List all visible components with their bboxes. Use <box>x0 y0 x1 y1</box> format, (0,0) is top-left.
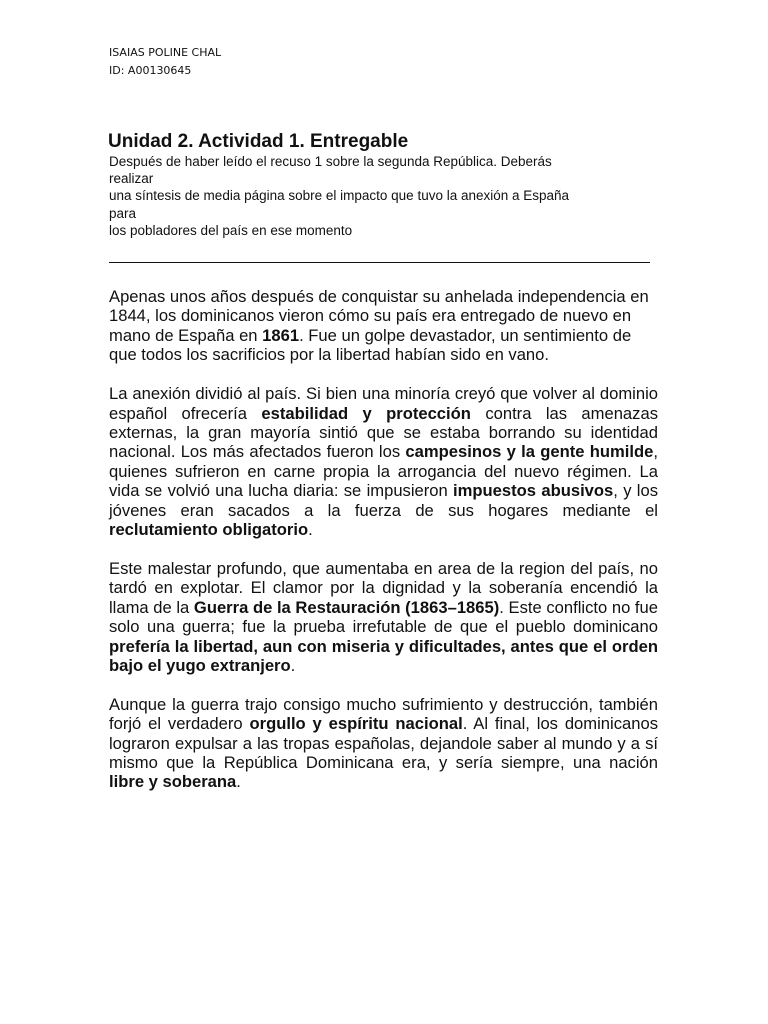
instruction-line: realizar <box>109 171 154 187</box>
essay-paragraph <box>109 559 658 675</box>
instruction-line: para <box>109 205 137 221</box>
text-segment: . <box>290 655 296 675</box>
text-segment: Apenas unos años después de conquistar su anhelada independencia en 1844, los dominicanos vieron cómo su país era entregado de nuevo en mano de España en <box>109 287 649 345</box>
author-header <box>109 44 221 80</box>
bold-text-segment: reclutamiento obligatorio <box>109 519 309 539</box>
bold-text-segment: impuestos abusivos <box>453 481 614 501</box>
bold-text-segment: campesinos y la gente humilde <box>405 442 654 462</box>
instruction-line: los pobladores del país en ese momento <box>109 222 353 238</box>
bold-text-segment: libre y soberana <box>109 772 237 792</box>
essay-paragraph <box>109 384 658 539</box>
bold-text-segment: orgullo y espíritu nacional <box>249 714 463 734</box>
text-segment: . Al final, los dominicanos lograron expulsar a las tropas españolas, dejandole saber al mundo y a sí mismo que la República Dominicana era, y sería siempre, una nación <box>109 714 658 773</box>
document-title: Unidad 2. Actividad 1. Entregable <box>108 131 409 152</box>
text-segment: contra las amenazas externas, la gran mayoría sintió que se estaba borrando su identidad nacional. Los más afectados fueron los <box>109 403 658 462</box>
instruction-line: Después de haber leído el recuso 1 sobre la segunda República. Deberás <box>109 154 552 169</box>
author-name: ISAIAS POLINE CHAL <box>109 46 222 59</box>
text-segment: . <box>308 519 313 539</box>
text-segment: . Este conflicto no fue solo una guerra; fue la prueba irrefutable de que el pueblo dominicano <box>109 597 658 637</box>
bold-text-segment: 1861 <box>262 325 300 345</box>
text-segment: La anexión dividió al país. Si bien una minoría creyó que volver al dominio español ofrecería <box>109 384 658 423</box>
bold-text-segment: prefería la libertad, aun con miseria y dificultades, antes que el orden bajo el yugo extranjero <box>109 636 658 675</box>
bold-text-segment: estabilidad y protección <box>261 403 471 423</box>
bold-text-segment: Guerra de la Restauración (1863–1865) <box>193 597 500 617</box>
horizontal-divider <box>109 262 650 263</box>
instruction-line: una síntesis de media página sobre el impacto que tuvo la anexión a España <box>109 188 570 204</box>
essay-paragraph <box>109 695 658 792</box>
text-segment: . Fue un golpe devastador, un sentimiento de que todos los sacrificios por la libertad habían sido en vano. <box>109 325 632 365</box>
essay-paragraph <box>109 287 658 365</box>
essay-body <box>109 287 658 811</box>
text-segment: Este malestar profundo, que aumentaba en area de la region del país, no tardó en explotar. El clamor por la dignidad y la soberanía encendió la llama de la <box>109 558 658 617</box>
text-segment: Aunque la guerra trajo consigo mucho sufrimiento y destrucción, también forjó el verdadero <box>109 694 658 734</box>
text-segment: , quienes sufrieron en carne propia la arrogancia del nuevo régimen. La vida se volvió una lucha diaria: se impusieron <box>109 442 658 501</box>
assignment-instructions <box>109 153 654 239</box>
student-id: ID: A00130645 <box>109 64 192 77</box>
text-segment: , y los jóvenes eran sacados a la fuerza de sus hogares mediante el <box>109 481 659 520</box>
text-segment: . <box>236 772 241 792</box>
